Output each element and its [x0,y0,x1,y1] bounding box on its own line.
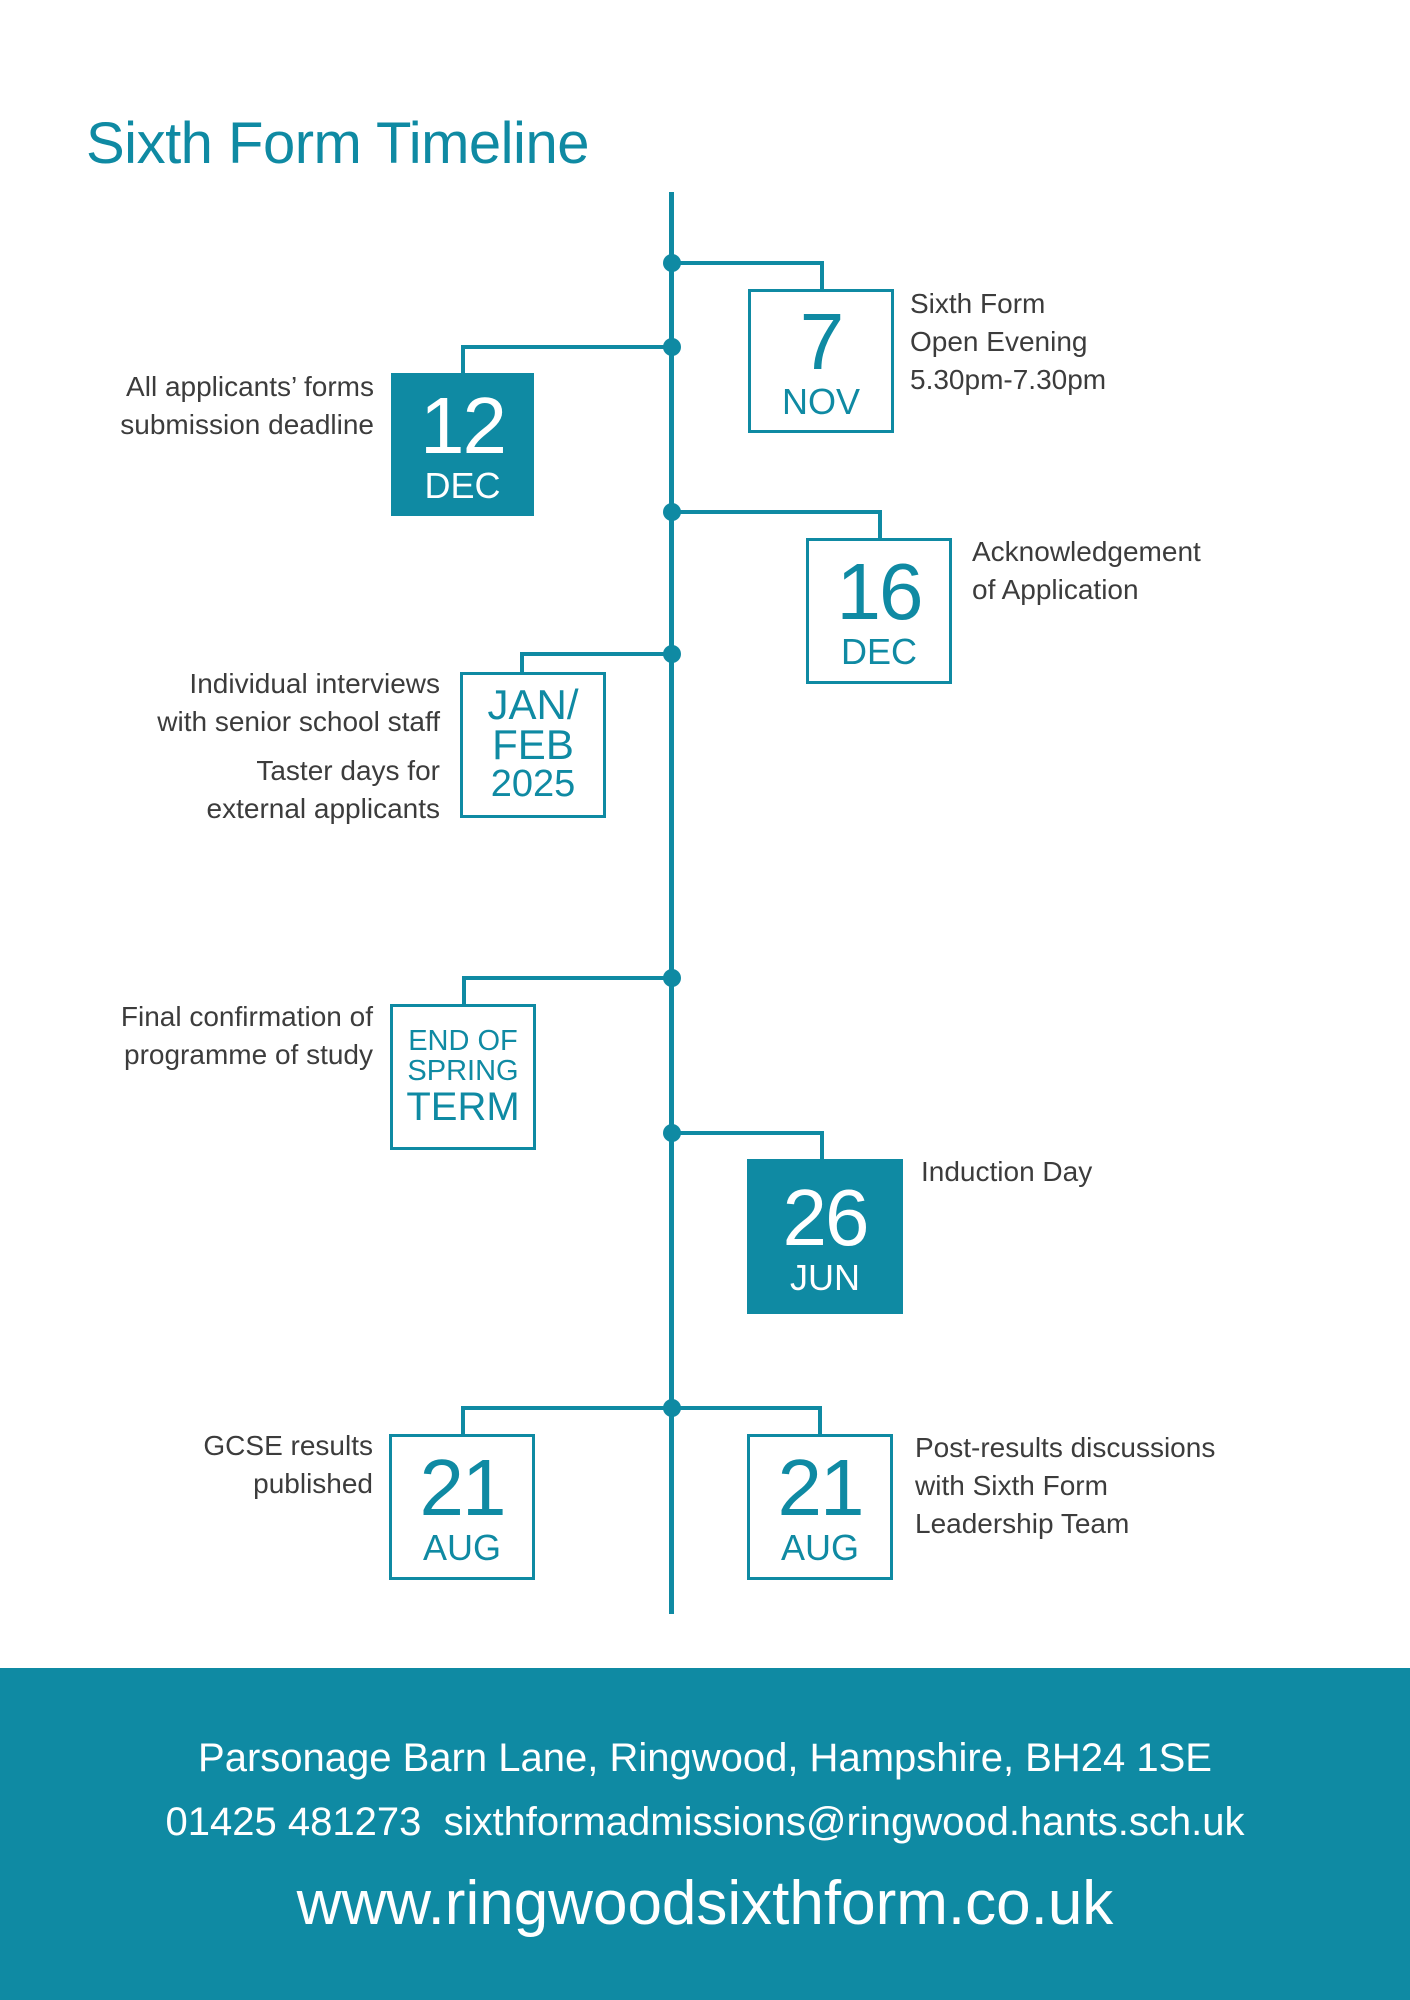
event-description-forms-deadline: All applicants’ forms submission deadline [120,371,374,440]
footer [0,1668,1410,2000]
date-month: AUG [780,1527,859,1568]
date-box-post-results [747,1434,893,1580]
date-line: SPRING [407,1055,519,1087]
event-description-taster-days: Taster days for external applicants [206,755,440,824]
date-box-forms-deadline [391,373,534,516]
date-line: FEB [492,721,574,769]
footer-email[interactable]: sixthformadmissions@ringwood.hants.sch.uk [443,1800,1245,1844]
date-box-acknowledgement [806,538,952,684]
timeline-connector [672,510,882,514]
footer-phone: 01425 481273 [165,1800,422,1844]
timeline-connector [520,652,671,656]
timeline-connector [461,1406,465,1434]
date-day: 21 [777,1443,863,1532]
date-box-gcse-results [389,1434,535,1580]
timeline-connector [818,1406,822,1434]
timeline-connector [462,976,671,980]
timeline-connector [672,261,824,265]
date-day: 26 [782,1172,868,1262]
timeline-connector [878,510,882,538]
event-description-induction: Induction Day [921,1156,1093,1187]
timeline-connector [820,261,824,289]
event-description-post-results: Post-results discussions with Sixth Form Leadership Team [915,1432,1216,1539]
date-line: END OF [408,1024,518,1057]
date-day: 12 [420,380,505,470]
date-month: JUN [790,1256,860,1298]
date-month: NOV [781,381,860,422]
date-box-confirmation [390,1004,536,1150]
footer-website-link[interactable]: www.ringwoodsixthform.co.uk [296,1869,1114,1938]
date-day: 7 [799,297,843,386]
date-line: JAN/ [487,681,579,729]
date-box-open-evening [748,289,894,433]
date-month: AUG [422,1527,501,1568]
event-description-gcse-results: GCSE results published [203,1430,373,1499]
timeline-connector [820,1131,824,1159]
date-box-interviews [460,672,606,818]
event-description-confirmation: Final confirmation of programme of study [120,1001,373,1070]
date-day: 16 [836,547,922,636]
page-title: Sixth Form Timeline [86,111,589,176]
date-line: TERM [406,1085,520,1130]
timeline-connector [461,345,671,349]
timeline-connector [461,345,465,373]
footer-address: Parsonage Barn Lane, Ringwood, Hampshire, BH24 1SE [198,1736,1212,1780]
timeline-connector [520,652,524,672]
event-description-acknowledgement: Acknowledgement of Application [972,536,1201,605]
footer-contact [0,1800,1410,1845]
timeline-connector [672,1131,824,1135]
date-box-induction [747,1159,903,1314]
timeline-connector [462,976,466,1004]
date-month: DEC [424,464,501,506]
date-line: 2025 [490,762,576,805]
date-day: 21 [419,1443,505,1532]
event-description-interviews: Individual interviews with senior school staff [157,668,440,737]
date-month: DEC [840,631,917,672]
timeline-connector [461,1406,822,1410]
event-description-open-evening: Sixth Form Open Evening 5.30pm-7.30pm [910,288,1107,395]
